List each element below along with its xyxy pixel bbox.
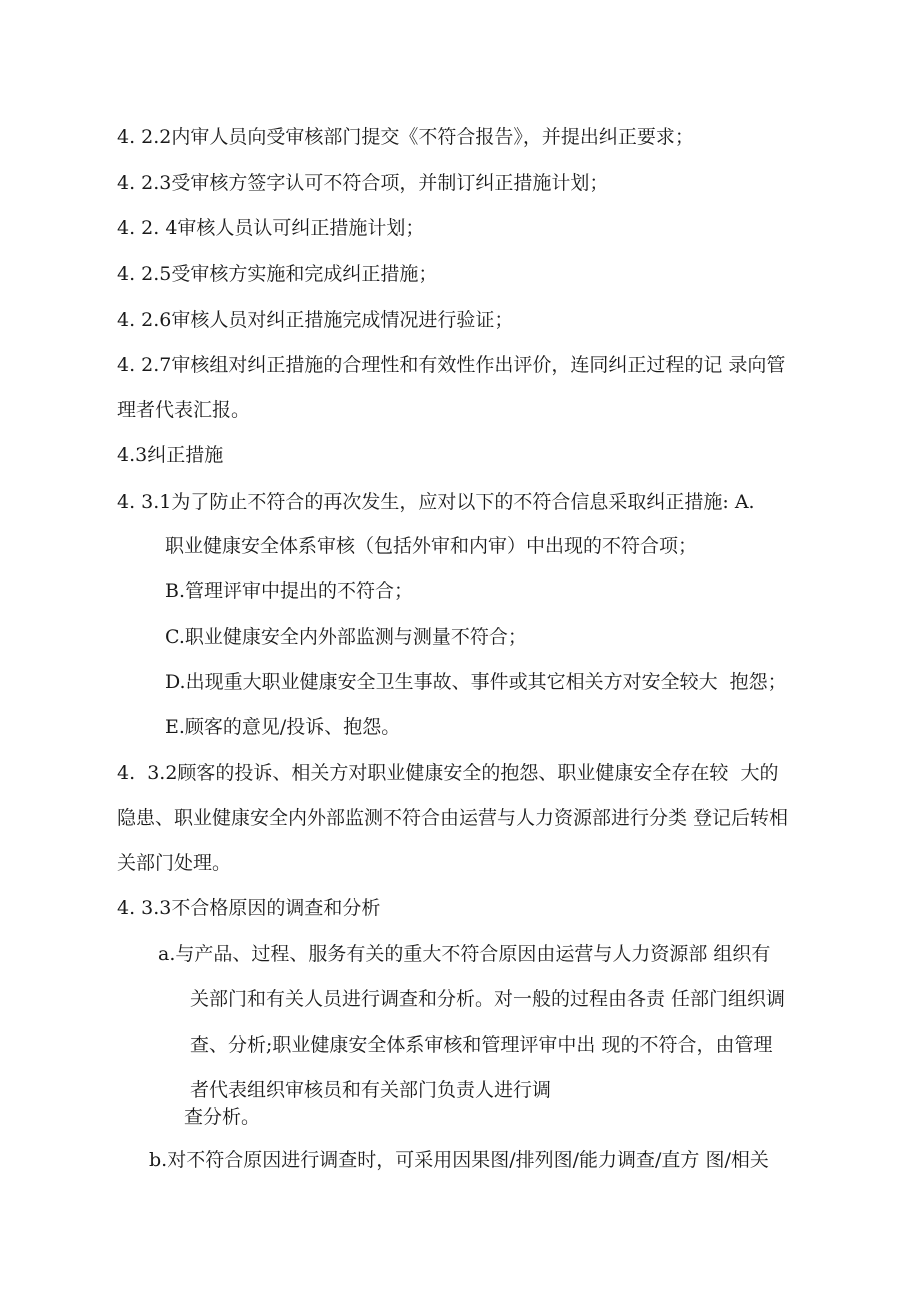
section-heading-4-3: 4.3纠正措施: [117, 444, 224, 466]
item-a-line-5: 查分析。: [184, 1106, 261, 1128]
list-item-a: 职业健康安全体系审核（包括外审和内审）中出现的不符合项；: [165, 535, 698, 557]
text-line-4-3-3: 4. 3.3不合格原因的调查和分析: [117, 897, 381, 919]
text-line-4-2-7: 4. 2.7审核组对纠正措施的合理性和有效性作出评价，连同纠正过程的记 录向管: [117, 354, 786, 376]
text-line-4-3-2: 4. 3.2顾客的投诉、相关方对职业健康安全的抱怨、职业健康安全存在较 大的: [117, 762, 779, 784]
text-line-4-2-6: 4. 2.6审核人员对纠正措施完成情况进行验证；: [117, 309, 514, 331]
item-a-line-3: 查、分析;职业健康安全体系审核和管理评审中出 现的不符合，由管理: [190, 1034, 773, 1056]
item-b-line-1: b.对不符合原因进行调查时，可采用因果图/排列图/能力调查/直方 图/相关: [149, 1149, 769, 1171]
list-item-c: C.职业健康安全内外部监测与测量不符合；: [165, 626, 527, 648]
text-line-4-2-2: 4. 2.2内审人员向受审核部门提交《不符合报告》，并提出纠正要求；: [117, 126, 694, 148]
item-a-line-1: a.与产品、过程、服务有关的重大不符合原因由运营与人力资源部 组织有: [158, 943, 771, 965]
text-line-4-2-5: 4. 2.5受审核方实施和完成纠正措施；: [117, 263, 438, 285]
list-item-d: D.出现重大职业健康安全卫生事故、事件或其它相关方对安全较大 抱怨；: [165, 671, 787, 693]
text-line-4-2-4: 4. 2. 4审核人员认可纠正措施计划；: [117, 217, 425, 239]
text-line-4-3-2-cont-1: 隐患、职业健康安全内外部监测不符合由运营与人力资源部进行分类 登记后转相: [117, 807, 789, 829]
item-a-line-2: 关部门和有关人员进行调查和分析。对一般的过程由各责 任部门组织调: [190, 988, 786, 1010]
text-line-4-2-7-cont: 理者代表汇报。: [117, 399, 251, 421]
text-line-4-3-2-cont-2: 关部门处理。: [117, 852, 232, 874]
list-item-b: B.管理评审中提出的不符合；: [165, 580, 414, 602]
text-line-4-3-1: 4. 3.1为了防止不符合的再次发生，应对以下的不符合信息采取纠正措施: A.: [117, 491, 755, 513]
list-item-e: E.顾客的意见/投诉、抱怨。: [165, 716, 401, 738]
item-a-line-4: 者代表组织审核员和有关部门负责人进行调: [190, 1079, 552, 1101]
text-line-4-2-3: 4. 2.3受审核方签字认可不符合项，并制订纠正措施计划；: [117, 172, 609, 194]
